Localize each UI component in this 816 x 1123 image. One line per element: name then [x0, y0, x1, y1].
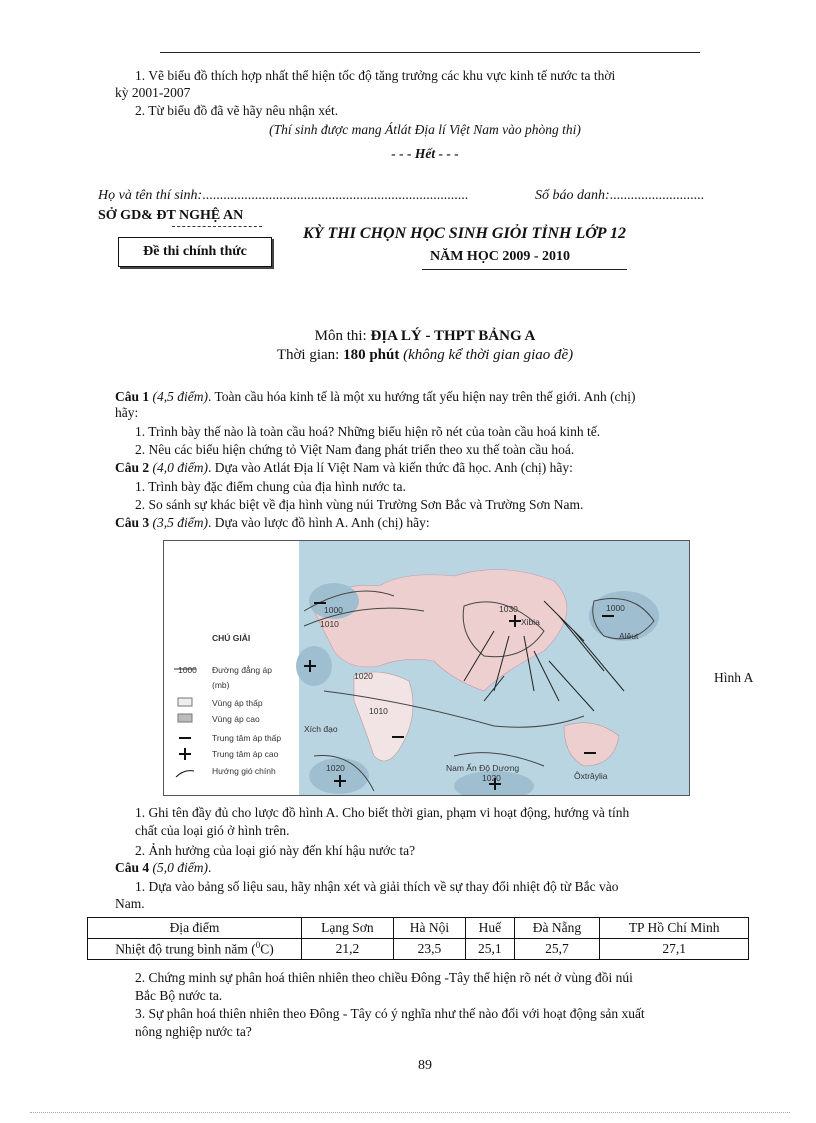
- subject-line: Môn thi: ĐỊA LÝ - THPT BẢNG A: [314, 328, 536, 344]
- isobar-label: 1030: [499, 604, 518, 614]
- year-underline: [422, 269, 627, 270]
- isobar-label: 1010: [369, 706, 388, 716]
- temperature-table: [87, 917, 749, 960]
- prev-q1: 1. Vẽ biểu đồ thích hợp nhất thể hiện tốc độ tăng trưởng các khu vực kinh tế nước ta thời: [135, 68, 616, 83]
- q4-item-2: 2. Chứng minh sự phân hoá thiên nhiên theo chiều Đông -Tây thể hiện rõ nét ở vùng đồi núi: [135, 970, 633, 985]
- exam-title: KỲ THI CHỌN HỌC SINH GIỎI TỈNH LỚP 12: [303, 225, 626, 242]
- dept-underline: [172, 226, 262, 227]
- table-header: Hà Nội: [393, 918, 465, 939]
- table-header: Địa điểm: [88, 918, 302, 939]
- legend-isobar-value: 1000: [178, 665, 197, 675]
- q1-heading: Câu 1 (4,5 điểm). Toàn cầu hóa kinh tế là một xu hướng tất yếu hiện nay trên thế giới. Anh (chị): [115, 389, 636, 404]
- table-header: TP Hồ Chí Minh: [600, 918, 749, 939]
- end-mark: - - - Hết - - -: [391, 146, 459, 161]
- table-header-row: [88, 918, 749, 939]
- table-row-label: Nhiệt độ trung bình năm ($^0$C): [88, 939, 302, 960]
- legend-high-area: Vùng áp cao: [212, 714, 260, 724]
- q4-item-1: 1. Dựa vào bảng số liệu sau, hãy nhận xét và giải thích về sự thay đổi nhiệt độ từ Bắc vào: [135, 879, 619, 894]
- figure-label: Hình A: [714, 670, 754, 685]
- legend-low-center: Trung tâm áp thấp: [212, 733, 282, 743]
- isobar-label: 1000: [324, 605, 343, 615]
- official-exam-box: Đề thi chính thức: [118, 237, 272, 267]
- top-rule: [160, 52, 700, 53]
- page-number: 89: [418, 1058, 432, 1073]
- q4-heading: Câu 4 (5,0 điểm).: [115, 860, 212, 875]
- table-cell: 21,2: [302, 939, 394, 960]
- candidate-line: Họ và tên thí sinh:............................................................................: [98, 188, 469, 203]
- legend-wind: Hướng gió chính: [212, 766, 276, 776]
- table-header: Đà Nẵng: [514, 918, 600, 939]
- table-header: Huế: [465, 918, 514, 939]
- legend-isobar: Đường đẳng áp: [212, 665, 272, 675]
- legend-low-area: Vùng áp thấp: [212, 698, 263, 708]
- isobar-label: 1020: [482, 773, 501, 783]
- q1-item-1: 1. Trình bày thế nào là toàn cầu hoá? Những biểu hiện rõ nét của toàn cầu hoá kinh tế.: [135, 424, 601, 439]
- q4-item-3: 3. Sự phân hoá thiên nhiên theo Đông - Tây có ý nghĩa như thế nào đối với hoạt động sản xuất: [135, 1006, 645, 1021]
- prev-note: (Thí sinh được mang Átlát Địa lí Việt Nam vào phòng thi): [269, 122, 581, 137]
- aleut-label: Alêut: [619, 631, 639, 641]
- table-cell: 27,1: [600, 939, 749, 960]
- equator-label: Xích đạo: [304, 724, 338, 734]
- candidate-id: Số báo danh:...........................: [535, 188, 705, 203]
- q1-item-2: 2. Nêu các biểu hiện chứng tỏ Việt Nam đang phát triển theo xu thế toàn cầu hoá.: [135, 442, 575, 457]
- table-row: [88, 939, 749, 960]
- q1-heading-cont: hãy:: [115, 405, 139, 420]
- q2-heading: Câu 2 (4,0 điểm). Dựa vào Atlát Địa lí Việt Nam và kiến thức đã học. Anh (chị) hãy:: [115, 460, 573, 475]
- isobar-label: 1020: [354, 671, 373, 681]
- table-header: Lạng Sơn: [302, 918, 394, 939]
- time-line: Thời gian: 180 phút (không kể thời gian giao đề): [276, 347, 574, 363]
- prev-q1-cont: kỳ 2001-2007: [115, 85, 191, 100]
- table-cell: 25,1: [465, 939, 514, 960]
- table-cell: 25,7: [514, 939, 600, 960]
- isobar-label: 1020: [326, 763, 345, 773]
- school-year: NĂM HỌC 2009 - 2010: [430, 249, 570, 264]
- prev-q2: 2. Từ biểu đồ đã vẽ hãy nêu nhận xét.: [135, 103, 339, 118]
- q2-item-1: 1. Trình bày đặc điểm chung của địa hình nước ta.: [135, 479, 406, 494]
- legend-isobar-unit: (mb): [212, 680, 230, 690]
- australia-label: Ôxtrâylia: [574, 771, 608, 781]
- south-indian-ocean-label: Nam Ấn Độ Dương: [446, 763, 520, 773]
- legend-title: CHÚ GIẢI: [212, 633, 251, 643]
- isobar-label: 1000: [606, 603, 625, 613]
- q3-heading: Câu 3 (3,5 điểm). Dựa vào lược đồ hình A. Anh (chị) hãy:: [115, 515, 430, 530]
- q2-item-2: 2. So sánh sự khác biệt về địa hình vùng núi Trường Sơn Bắc và Trường Sơn Nam.: [135, 497, 584, 512]
- q4-item-1-cont: Nam.: [115, 896, 145, 911]
- pressure-wind-map: [163, 540, 690, 796]
- q4-item-2-cont: Bắc Bộ nước ta.: [135, 988, 223, 1003]
- table-cell: 23,5: [393, 939, 465, 960]
- q4-item-3-cont: nông nghiệp nước ta?: [135, 1024, 252, 1039]
- q3-item-1-cont: chất của loại gió ở hình trên.: [135, 823, 290, 838]
- xibia-label: Xibia: [521, 617, 540, 627]
- department: SỞ GD& ĐT NGHỆ AN: [98, 208, 244, 223]
- q3-item-1: 1. Ghi tên đầy đủ cho lược đồ hình A. Cho biết thời gian, phạm vi hoạt động, hướng và tính: [135, 805, 630, 820]
- q3-item-2: 2. Ảnh hưởng của loại gió này đến khí hậu nước ta?: [135, 843, 416, 858]
- footer-rule: [30, 1112, 790, 1113]
- legend-high-center: Trung tâm áp cao: [212, 749, 279, 759]
- isobar-label: 1010: [320, 619, 339, 629]
